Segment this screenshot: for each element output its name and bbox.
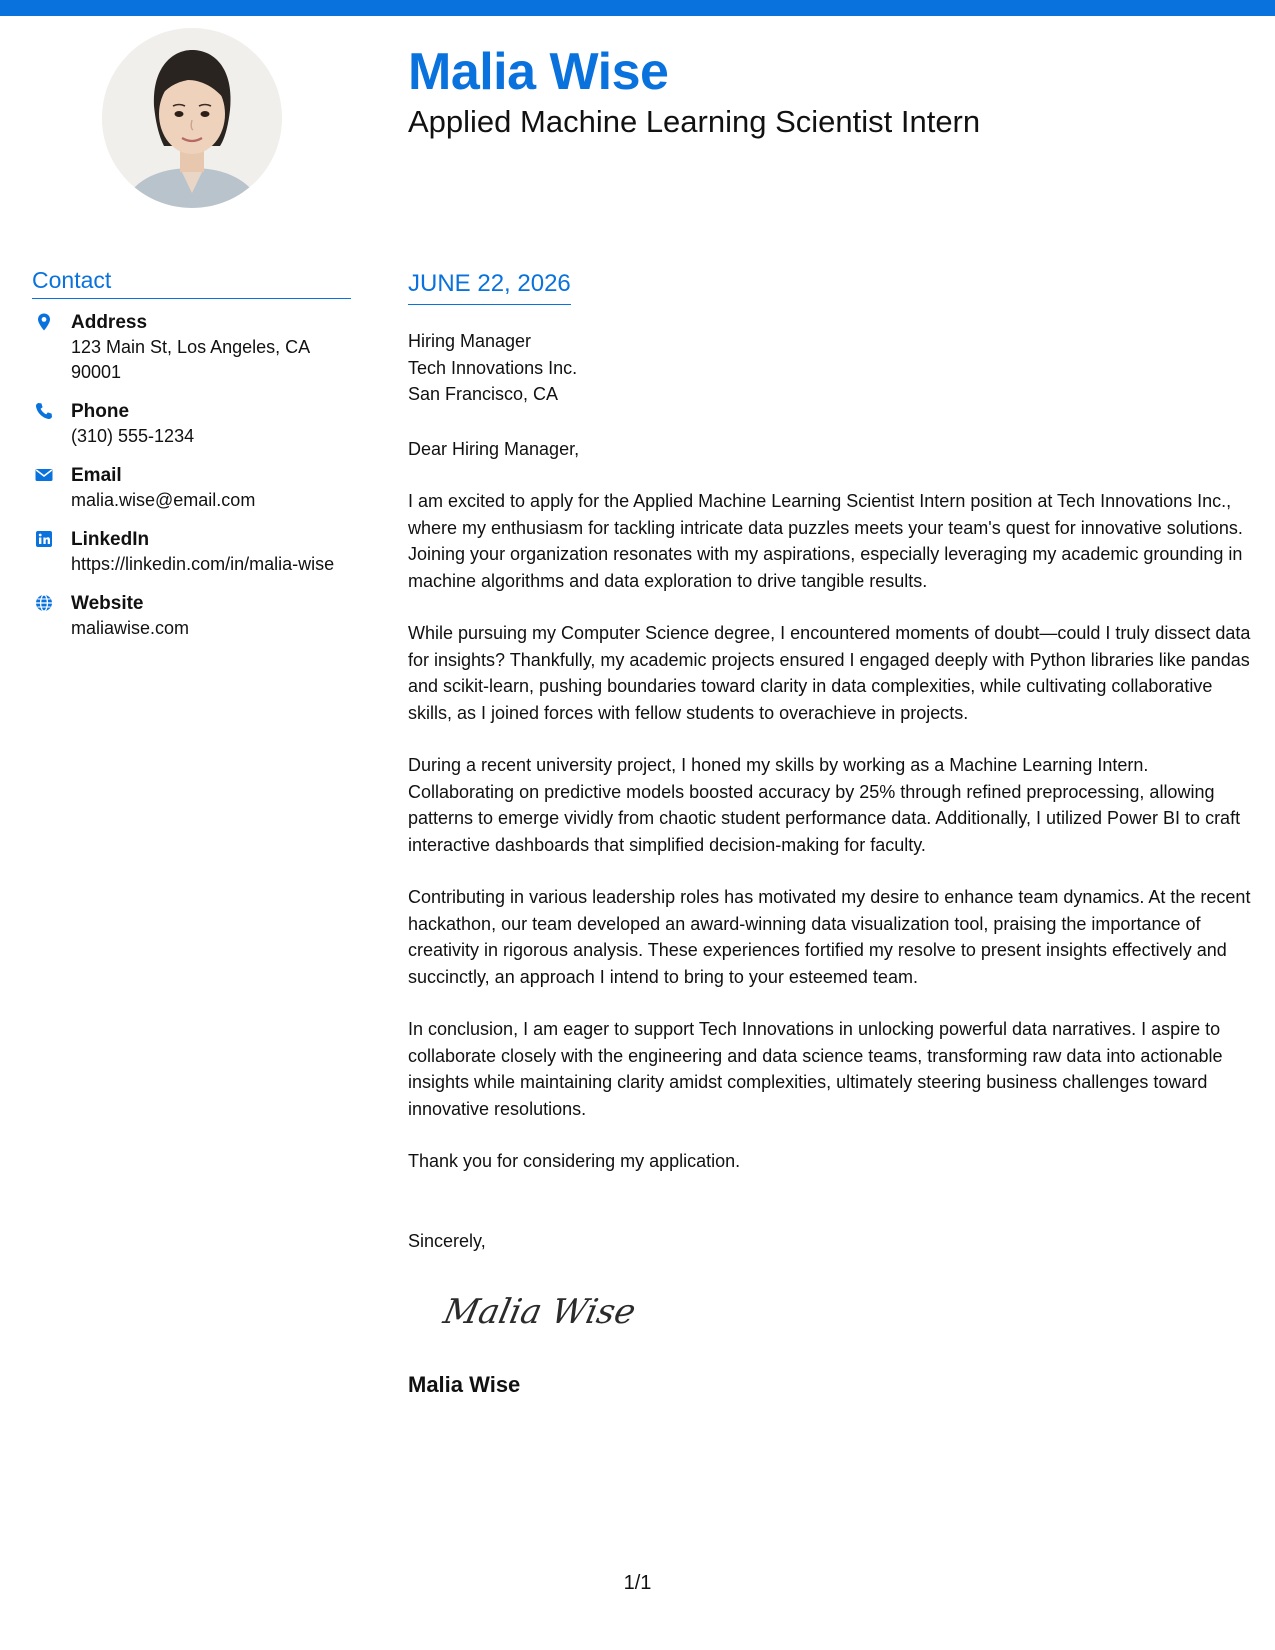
contact-heading: Contact: [32, 267, 351, 299]
signer-name: Malia Wise: [408, 1372, 521, 1397]
contact-label: Website: [71, 593, 144, 614]
contact-value: 123 Main St, Los Angeles, CA 90001: [71, 337, 310, 382]
contact-website: [32, 591, 351, 641]
contact-list: [32, 310, 351, 655]
linkedin-icon: [34, 529, 54, 549]
profile-photo: [102, 28, 282, 208]
contact-value[interactable]: https://linkedin.com/in/malia-wise: [71, 554, 335, 574]
contact-value: malia.wise@email.com: [71, 490, 256, 510]
top-accent-bar: [0, 0, 1275, 16]
contact-address: [32, 310, 351, 385]
contact-label: Phone: [71, 401, 130, 422]
closing: Sincerely,: [408, 1230, 486, 1251]
salutation: Dear Hiring Manager,: [408, 438, 580, 459]
page-number: 1/1: [623, 1572, 652, 1594]
contact-value[interactable]: maliawise.com: [71, 618, 190, 638]
phone-icon: [34, 401, 54, 421]
contact-linkedin: [32, 527, 351, 577]
letter-paragraph: Contributing in various leadership roles has motivated my desire to enhance team dynamics. At the recent hackathon, our team developed an award-winning data visualization tool, praising the importance of creativity in rigorous analysis. These experiences fortified my resolve to present insights effectively and succinctly, an approach I intend to bring to your esteemed team.: [408, 887, 1251, 987]
contact-label: Email: [71, 465, 122, 486]
contact-value: (310) 555-1234: [71, 426, 195, 446]
recipient-line: Hiring Manager: [408, 331, 532, 351]
contact-phone: [32, 399, 351, 449]
recipient-block: [408, 328, 1253, 408]
contact-email: [32, 463, 351, 513]
letter-date: JUNE 22, 2026: [408, 270, 571, 305]
letter-paragraph: During a recent university project, I honed my skills by working as a Machine Learning Intern. Collaborating on predictive models boosted accuracy by 25% through refined preprocessing, allowing patterns to emerge vividly from chaotic student performance data. Additionally, I utilized Power BI to craft interactive dashboards that simplified decision-making for faculty.: [408, 755, 1241, 855]
letter-paragraph: In conclusion, I am eager to support Tech Innovations in unlocking powerful data narratives. I aspire to collaborate closely with the engineering and data science teams, transforming raw data into actionable insights while maintaining clarity amidst complexities, ultimately steering business challenges toward innovative resolutions.: [408, 1019, 1223, 1119]
envelope-icon: [34, 465, 54, 485]
globe-icon: [34, 593, 54, 613]
letter-paragraph: While pursuing my Computer Science degree, I encountered moments of doubt—could I truly dissect data for insights? Thankfully, my academic projects ensured I engaged deeply with Python libraries like pandas and scikit-learn, pushing boundaries toward clarity in data complexities, while cultivating collaborative skills, as I joined forces with fellow students to overachieve in projects.: [408, 623, 1251, 723]
recipient-line: San Francisco, CA: [408, 384, 559, 404]
recipient-line: Tech Innovations Inc.: [408, 357, 578, 378]
letter-paragraph: Thank you for considering my application.: [408, 1151, 741, 1171]
letter-paragraph: I am excited to apply for the Applied Machine Learning Scientist Intern position at Tech Innovations Inc., where my enthusiasm for tackling intricate data puzzles meets your team's quest for innovative solutions. Joining your organization resonates with my aspirations, especially leveraging my academic grounding in machine algorithms and data exploration to drive tangible results.: [408, 491, 1243, 591]
letter-body: [408, 328, 1253, 1254]
candidate-name: Malia Wise: [408, 43, 669, 101]
handwritten-signature: [438, 1285, 668, 1335]
job-title: Applied Machine Learning Scientist Intern: [408, 104, 981, 139]
contact-label: LinkedIn: [71, 529, 150, 550]
svg-text:Malia Wise: Malia Wise: [440, 1292, 640, 1332]
map-pin-icon: [34, 312, 54, 332]
contact-label: Address: [71, 312, 148, 333]
